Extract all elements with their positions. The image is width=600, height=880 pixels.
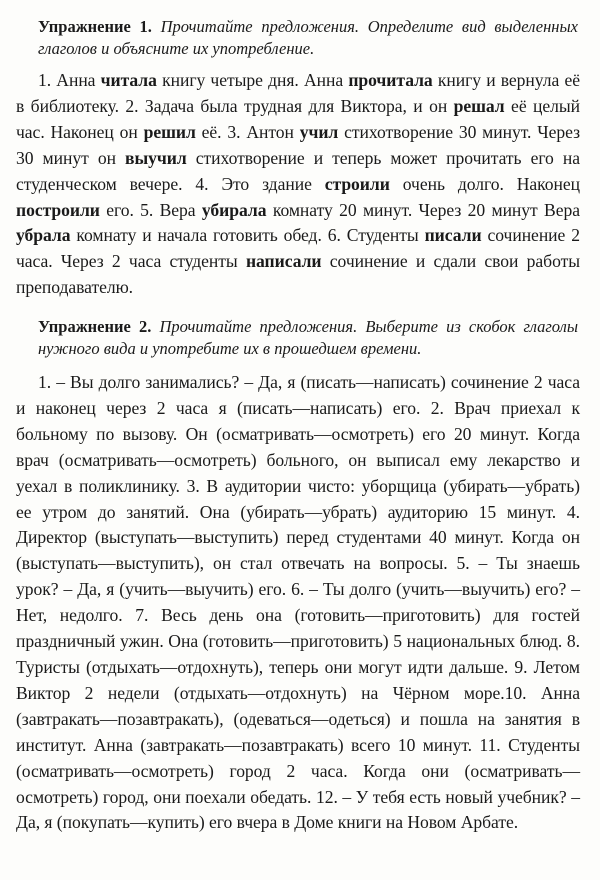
exercise-2-text: 1. – Вы долго занимались? – Да, я (писать—написать) сочинение 2 часа и наконец через 2 часа я (писать—написать) его. 2. Врач приехал к больному по вызову. Он (осматривать—осмотреть) его 20 минут. Когда врач (осматривать—осмотреть) больного, он выписал ему лекарство и уехал в поликлинику. 3. В аудитории чисто: уборщица (убирать—убрать) ее утром до занятий. Она (убирать—убрать) аудиторию 15 минут. 4. Директор (выступать—выступить) перед студентами 40 минут. Когда он (выступать—выступить), он стал отвечать на вопросы. 5. – Ты знаешь урок? – Да, я (учить—выучить) его. 6. – Ты долго (учить—выучить) его? – Нет, недолго. 7. Весь день она (готовить—приготовить) для гостей праздничный ужин. Она (готовить—приготовить) 5 национальных блюд. 8. Туристы (отдыхать—отдохнуть), теперь они могут идти дальше. 9. Летом Виктор 2 недели (отдыхать—отдохнуть) на Чёрном море.10. Анна (завтракать—позавтракать), (одеваться—одеться) и пошла на занятия в институт. Анна (завтракать—позавтракать) всего 10 минут. 11. Студенты (осматривать—осмотреть) город 2 часа. Когда они (осматривать—осмотреть) город, они поехали обедать. 12. – У тебя есть новый учебник? – Да, я (покупать—купить) его вчера в Доме книги на Новом Арбате. [16,372,580,833]
text-segment: комнату и начала готовить обед. 6. Студенты [70,225,425,246]
highlighted-verb: выучил [125,147,187,168]
text-segment: стихотворение и теперь может прочитать его на студенческом вечере. 4. Это здание [16,147,580,194]
text-segment: книгу четыре дня. Анна [156,70,349,90]
highlighted-verb: писали [424,225,482,246]
text-segment: сочинение и сдали свои работы преподавателю. [16,251,580,298]
text-segment: его. 5. Вера [99,199,202,220]
highlighted-verb: убрала [16,225,71,246]
exercise-2-heading [38,316,578,360]
highlighted-verb: решал [453,95,505,116]
highlighted-verb: читала [100,70,157,90]
text-segment: сочинение 2 часа. Через 2 часа студенты [16,225,580,272]
text-segment: стихотворение 30 минут. Через 30 минут он [16,121,581,168]
highlighted-verb: убирала [201,199,267,220]
exercise-1-number: Упражнение 1. [38,17,152,36]
text-segment: комнату 20 минут. Через 20 минут Вера [266,199,580,220]
exercise-1-text [16,68,580,301]
text-segment: 1. Анна [38,70,101,90]
exercise-2-task: Прочитайте предложения. Выберите из скобок глаголы нужного вида и употребите их в прошедшем времени. [38,317,579,358]
highlighted-verb: решил [143,121,196,142]
text-segment: её. 3. Антон [195,121,300,142]
text-segment: книгу и вернула её в библиотеку. 2. Задача была трудная для Виктора, и он [16,70,580,116]
exercise-1-task: Прочитайте предложения. Определите вид выделенных глаголов и объясните их употребление. [38,17,578,58]
exercise-2-number: Упражнение 2. [38,317,152,336]
highlighted-verb: строили [324,173,390,194]
highlighted-verb: написали [245,251,322,272]
text-segment: её целый час. Наконец он [16,95,580,142]
text-segment: очень долго. Наконец [389,173,580,194]
exercise-1-heading [38,16,578,60]
highlighted-verb: построили [16,199,100,220]
highlighted-verb: учил [299,121,339,142]
highlighted-verb: прочитала [348,70,433,90]
